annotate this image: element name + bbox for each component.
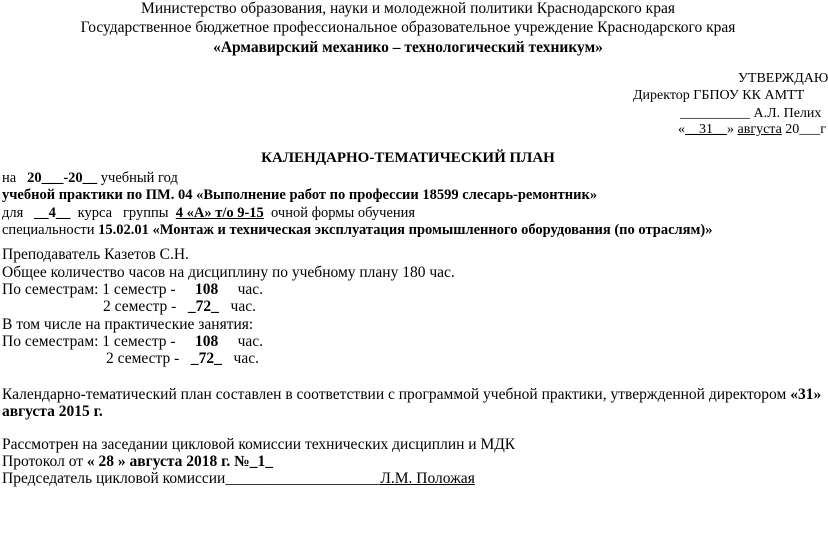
date-year: 20___г	[785, 122, 827, 137]
chairman-signature-line: ____________________	[225, 470, 381, 487]
group-word: группы	[122, 205, 169, 221]
year-suffix: учебный год	[100, 170, 178, 186]
group-name: 4 «А» т/о 9-15	[175, 205, 264, 221]
practice-title: учебной практики по ПМ. 04 «Выполнение работ по профессии 18599 слесарь-ремонтник»	[2, 187, 598, 203]
semester-2-hours: _72_	[187, 298, 219, 315]
practical-semester-1-hours: 108	[194, 333, 219, 350]
technikum-heading: «Армавирский механико – технологический техникум»	[213, 39, 603, 56]
chairman-name: Л.М. Положая	[380, 470, 475, 487]
course-number: __4__	[34, 205, 71, 221]
date-close-quote: »	[727, 122, 734, 137]
approval-date	[678, 121, 826, 139]
program-note-line	[2, 386, 821, 404]
study-form: очной формы обучения	[271, 205, 416, 221]
teacher-line: Преподаватель Казетов С.Н.	[2, 246, 189, 263]
practical-semester-2-line	[106, 350, 259, 368]
program-note-date: августа 2015 г.	[2, 403, 103, 420]
practical-note: В том числе на практические занятия:	[2, 316, 254, 333]
semester-1-line	[2, 281, 263, 299]
semester-2-unit: час.	[230, 298, 256, 315]
director-name: А.Л. Пелих	[753, 106, 822, 121]
specialty-name: 15.02.01 «Монтаж и техническая эксплуатация промышленного оборудования (по отраслям)»	[98, 222, 713, 238]
program-note-text: Календарно-тематический план составлен в соответствии с программой учебной практики, утвержденной директором	[2, 386, 787, 403]
course-for: для	[2, 205, 24, 221]
specialty-line	[2, 221, 712, 239]
course-line	[2, 204, 415, 222]
date-month: августа	[737, 122, 782, 137]
protocol-date: « 28 » августа 2018 г. №_1_	[86, 453, 274, 470]
chairman-label: Председатель цикловой комиссии	[2, 470, 226, 487]
approve-label: УТВЕРЖДАЮ	[738, 71, 828, 86]
total-hours-line: Общее количество часов на дисциплину по учебному плану 180 час.	[2, 264, 455, 281]
specialty-prefix: специальности	[2, 222, 95, 238]
year-prefix: на	[2, 170, 17, 186]
ministry-heading: Министерство образования, науки и молодежной политики Краснодарского края	[141, 0, 675, 17]
program-note-date-day: «31»	[790, 386, 822, 403]
commission-reviewed: Рассмотрен на заседании цикловой комиссии технических дисциплин и МДК	[2, 436, 516, 453]
semester-1-hours: 108	[194, 281, 219, 298]
practical-semester-2-unit: час.	[233, 350, 259, 367]
semester-2-label: 2 семестр -	[103, 298, 177, 315]
practical-semester-label: По семестрам: 1 семестр -	[2, 333, 176, 350]
chairman-line	[2, 470, 475, 488]
document-title: КАЛЕНДАРНО-ТЕМАТИЧЕСКИЙ ПЛАН	[261, 150, 555, 166]
date-day: __31__	[685, 122, 727, 137]
semester-1-unit: час.	[237, 281, 264, 298]
director-title: Директор ГБПОУ КК АМТТ	[633, 88, 805, 103]
semester-2-line	[103, 298, 256, 316]
practical-semester-2-hours: _72_	[190, 350, 222, 367]
course-word: курса	[77, 205, 113, 221]
year-line	[2, 169, 178, 187]
semester-label: По семестрам: 1 семестр -	[2, 281, 176, 298]
protocol-prefix: Протокол от	[2, 453, 84, 470]
practical-semester-2-label: 2 семестр -	[106, 350, 180, 367]
signature-line: __________	[680, 106, 750, 121]
practical-semester-1-unit: час.	[237, 333, 264, 350]
practical-semester-1-line	[2, 333, 263, 351]
date-open-quote: «	[678, 122, 685, 137]
academic-year: 20___-20__	[27, 170, 98, 186]
protocol-line	[2, 453, 273, 471]
institution-heading: Государственное бюджетное профессиональное образовательное учреждение Краснодарского края	[80, 19, 736, 36]
